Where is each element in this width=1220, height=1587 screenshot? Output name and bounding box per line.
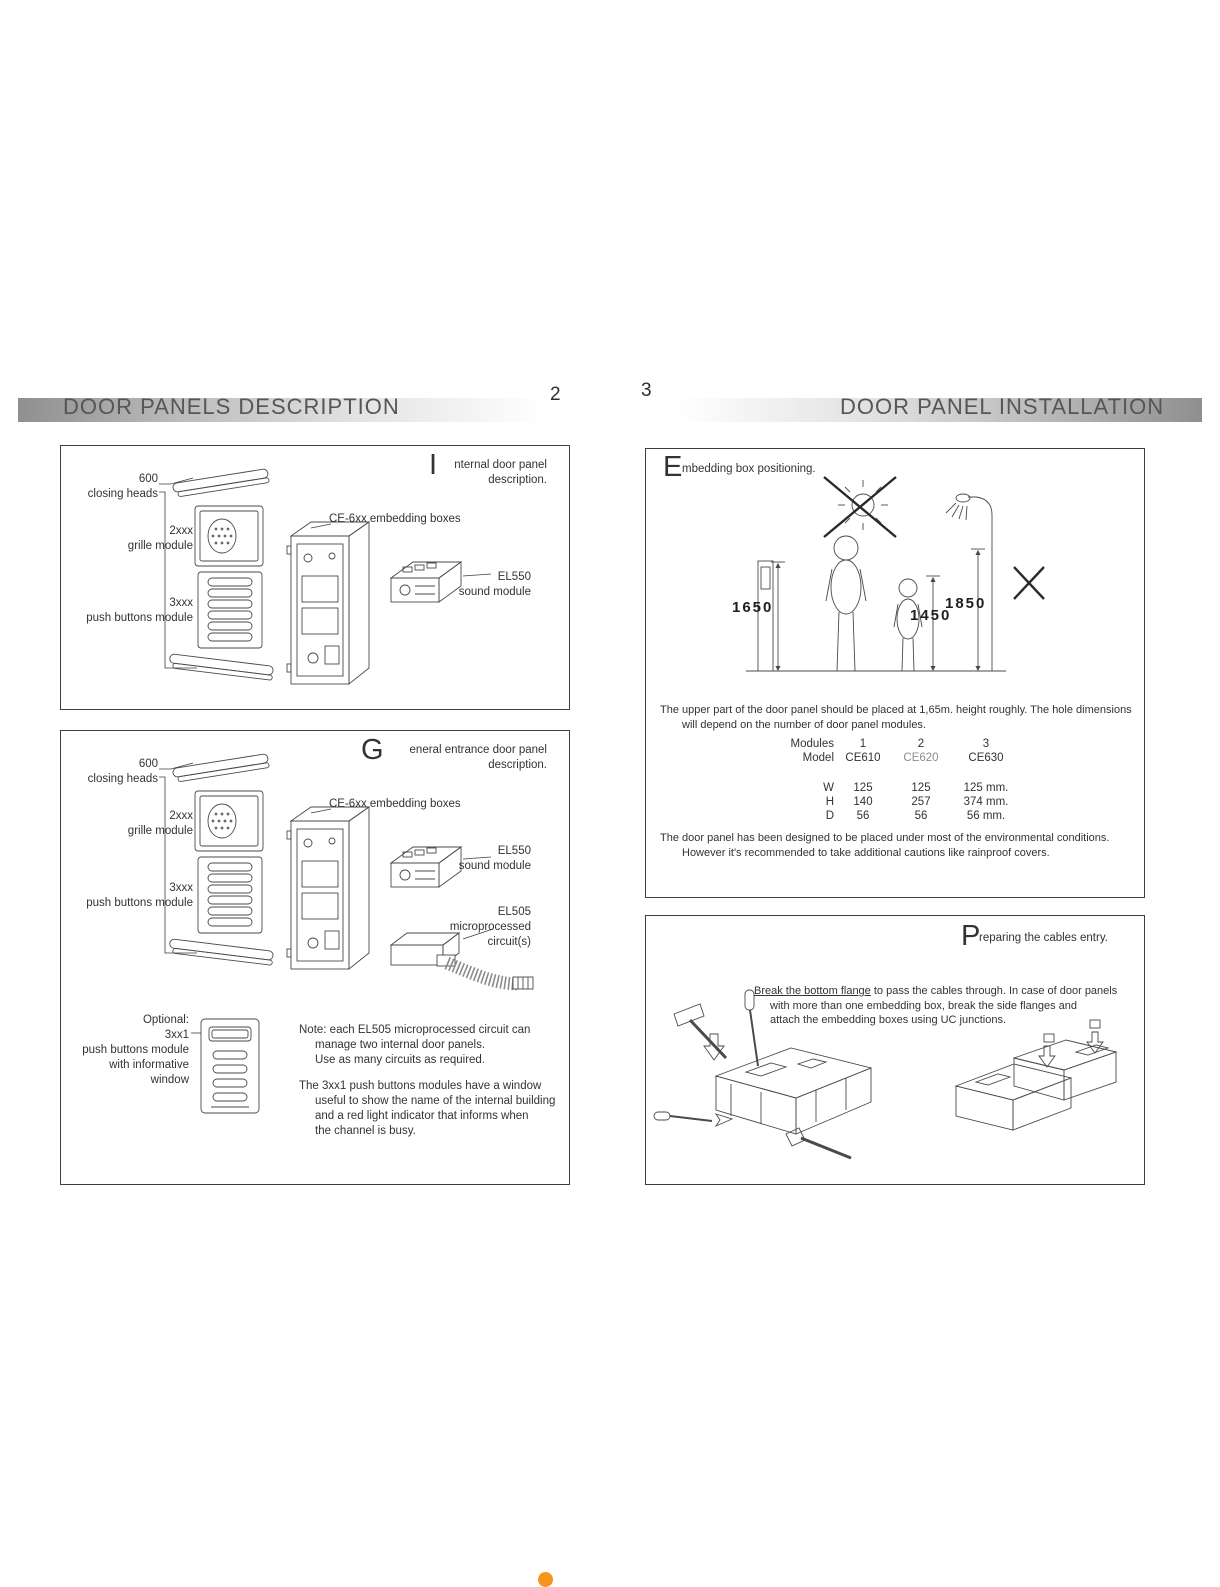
- page-title-right: DOOR PANEL INSTALLATION: [840, 394, 1165, 419]
- underlined-phrase: Break the bottom flange: [754, 985, 871, 997]
- positioning-paragraph-1: The upper part of the door panel should be placed at 1,65m. height roughly. The hole dimensions will depend on the number of door panel modules.: [660, 704, 1132, 731]
- embedding-box-break-flange: [716, 1048, 871, 1134]
- section-title-initial: E: [663, 451, 683, 483]
- screwdriver-icon-horizontal: [654, 1112, 732, 1126]
- label-closing-heads: 600 closing heads: [87, 758, 158, 785]
- arrow-down-icon: [1087, 1032, 1103, 1053]
- label-grille-module: 2xxx grille module: [127, 525, 193, 552]
- section-title-initial: G: [361, 734, 384, 766]
- internal-panel-section: [60, 445, 570, 710]
- label-push-buttons-module: 3xxx push buttons module: [86, 882, 193, 909]
- cables-entry-diagram: [646, 916, 1146, 1186]
- page-number-left: 2: [550, 384, 561, 405]
- footer-mark: [538, 1572, 553, 1587]
- label-embedding-boxes: CE-6xx embedding boxes: [329, 513, 461, 525]
- section-title: eneral entrance door panel description.: [409, 744, 547, 771]
- general-panel-section: [60, 730, 570, 1185]
- cables-entry-section: [645, 915, 1145, 1185]
- label-sound-module: EL550 sound module: [458, 571, 531, 598]
- label-sound-module: EL550 sound module: [458, 845, 531, 872]
- page-number-right: 3: [641, 380, 652, 401]
- arrow-down-icon: [1039, 1046, 1055, 1067]
- label-push-buttons-module: 3xxx push buttons module: [86, 597, 193, 624]
- positioning-paragraph-2: The door panel has been designed to be placed under most of the environmental conditions. However it's recommended to take additional cautions like rainproof covers.: [660, 832, 1110, 859]
- label-closing-heads: 600 closing heads: [87, 473, 158, 500]
- modules-table: Modules 1 2 3 Model CE610 CE620 CE630 W 125 125 125 mm. H 140 257 374 mm. D 56 56 56 mm.: [790, 738, 1009, 822]
- hammer-icon-top: [674, 1004, 726, 1058]
- label-grille-module: 2xxx grille module: [127, 810, 193, 837]
- page-title-left: DOOR PANELS DESCRIPTION: [63, 394, 400, 419]
- section-title: reparing the cables entry.: [979, 932, 1108, 944]
- positioning-section: [645, 448, 1145, 898]
- dimension-1650: 1650: [732, 599, 774, 616]
- note-el505: Note: each EL505 microprocessed circuit can manage two internal door panels. Use as many circuits as required.: [299, 1024, 531, 1066]
- label-embedding-boxes: CE-6xx embedding boxes: [329, 798, 461, 810]
- optional-push-buttons-module: [201, 1019, 259, 1113]
- dimension-1450: 1450: [910, 607, 952, 624]
- dimension-1850: 1850: [945, 595, 987, 612]
- section-title: nternal door panel description.: [454, 459, 547, 486]
- section-title-initial: I: [429, 449, 438, 481]
- label-microprocessed-circuit: EL505 microprocessed circuit(s): [449, 906, 531, 948]
- label-optional-module: Optional: 3xx1 push buttons module with informative window: [82, 1014, 189, 1086]
- section-title-initial: P: [961, 920, 981, 952]
- note-3xx1: The 3xx1 push buttons modules have a window useful to show the name of the internal building and a red light indicator that informs when the channel is busy.: [299, 1080, 556, 1137]
- cables-paragraph: Break the bottom flange to pass the cables through. In case of door panels with more than one embedding box, break the side flanges and attach the embedding boxes using UC junctions.: [754, 985, 1118, 1026]
- section-title: mbedding box positioning.: [682, 463, 816, 475]
